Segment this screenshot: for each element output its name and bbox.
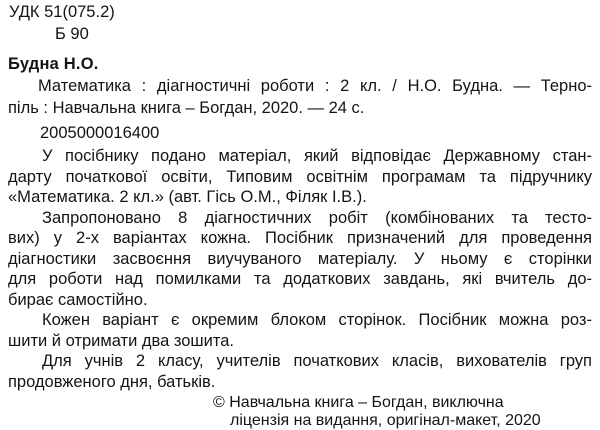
annotation-paragraph — [8, 208, 592, 311]
text-line: Запропоновано 8 діагностичних робіт (комбінованих та тесто- — [42, 208, 592, 227]
text-line: ліцензія на видання, оригінал-макет, 2020 — [230, 412, 541, 429]
text-line: Математика : діагностичні роботи : 2 кл. / Н.О. Будна. — Терно- — [38, 77, 592, 95]
catalog-number: 2005000016400 — [40, 124, 160, 142]
text-line: для роботи над помилками та додаткових завдань, які вчитель до- — [8, 270, 592, 288]
author-mark-code: Б 90 — [55, 25, 89, 43]
text-line: бирає самостійно. — [8, 290, 148, 309]
text-line: вих) у 2-х варіантах кожна. Посібник призначений для проведення — [8, 229, 592, 247]
annotation-text — [8, 146, 592, 392]
text-line: «Математика. 2 кл.» (авт. Гісь О.М., Філяк І.В.). — [8, 188, 367, 206]
bibliographic-description — [8, 75, 592, 119]
udc-code: УДК 51(075.2) — [9, 3, 115, 21]
text-line: діагностики засвоєння виучуваного матеріалу. У ньому є сторінки — [8, 249, 592, 268]
text-line: © Навчальна книга – Богдан, виключна — [213, 394, 504, 411]
text-line: У посібнику подано матеріал, який відповідає Державному стан- — [42, 147, 592, 165]
text-line: шити й отримати два зошита. — [8, 331, 235, 350]
copyright-notice — [8, 394, 592, 430]
text-line: Кожен варіант є окремим блоком сторінок. Посібник можна роз- — [42, 311, 592, 329]
text-line: Для учнів 2 класу, учителів початкових класів, вихователів груп — [42, 352, 592, 370]
text-line: дарту початкової освіти, Типовим освітнім програмам та підручнику — [8, 167, 592, 186]
annotation-paragraph — [8, 146, 592, 208]
text-line: піль : Навчальна книга – Богдан, 2020. — 24 с. — [8, 99, 365, 117]
author-name: Будна Н.О. — [8, 55, 99, 73]
annotation-paragraph — [8, 351, 592, 392]
annotation-paragraph — [8, 310, 592, 351]
text-line: продовженого дня, батьків. — [8, 372, 216, 391]
